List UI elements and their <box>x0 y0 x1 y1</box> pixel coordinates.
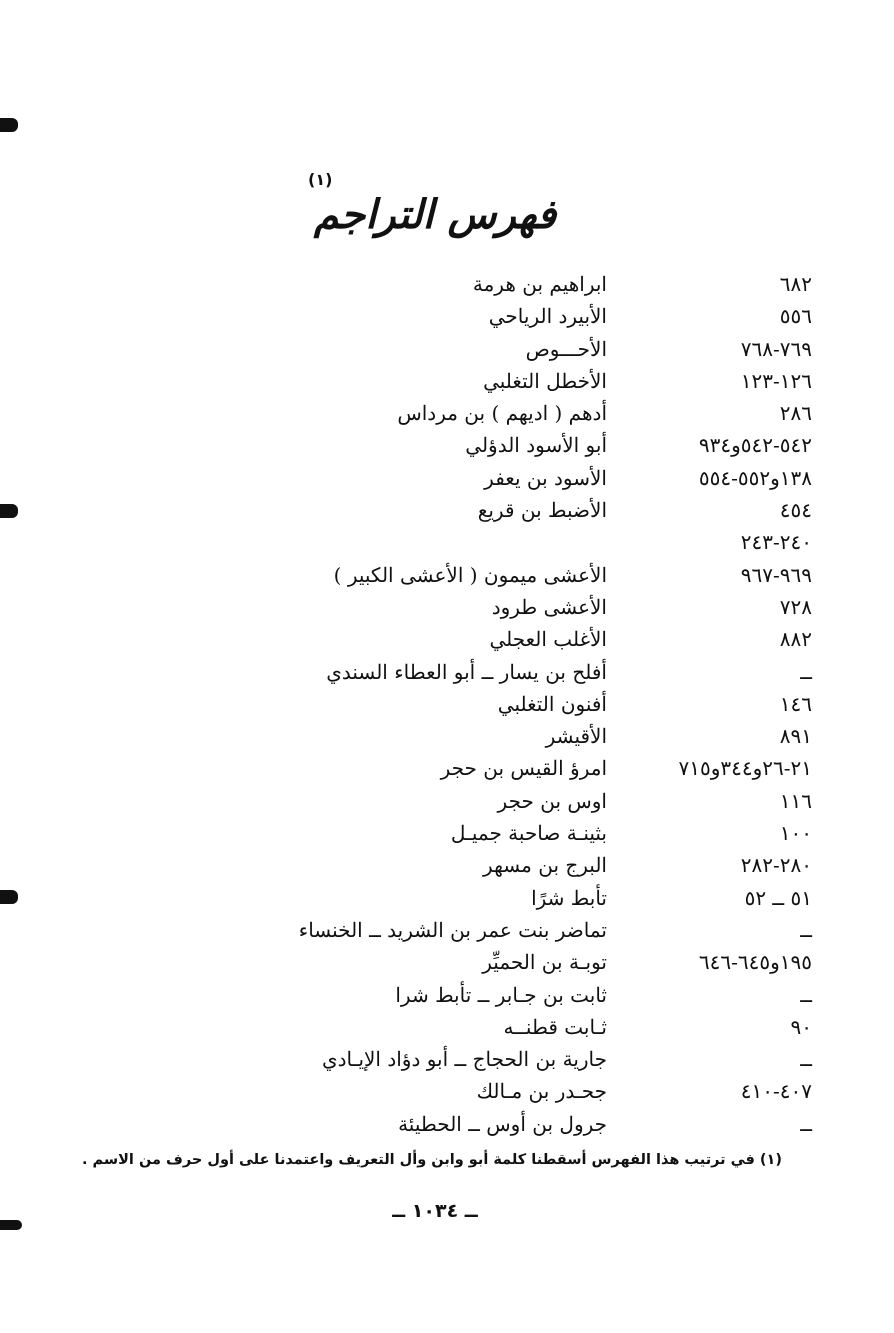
entry-pages: ٩٠ <box>790 1014 812 1039</box>
index-entry <box>240 946 812 978</box>
index-entry <box>240 623 812 655</box>
entry-pages: ٨٨٢ <box>779 627 812 652</box>
entry-name: امرؤ القيس بن حجر <box>440 756 607 781</box>
page-title: فهرس التراجم <box>313 192 557 238</box>
entry-pages: ــ <box>800 1111 812 1136</box>
entry-name: البرج بن مسهر <box>483 853 607 878</box>
index-entry <box>240 462 812 494</box>
index-entry <box>240 1075 812 1107</box>
entry-name: أفنون التغلبي <box>497 691 607 716</box>
index-entry <box>240 268 812 300</box>
entry-name: ثابت بن جـابر ــ تأبط شرا <box>395 982 607 1007</box>
entry-pages: ١١٦ <box>779 788 812 813</box>
footnote: (١) في ترتيب هذا الفهرس أسقطنا كلمة أبو وابن وأل التعريف واعتمدنا على أول حرف من الاسم . <box>81 1152 782 1168</box>
index-entry <box>240 688 812 720</box>
entry-pages: ٢٨٠-٢٨٢ <box>740 853 812 878</box>
entry-name: الأعشى طرود <box>491 594 607 619</box>
entry-name: جارية بن الحجاج ــ أبو دؤاد الإيـادي <box>321 1047 607 1072</box>
index-entry <box>240 882 812 914</box>
entry-name: اوس بن حجر <box>497 788 607 813</box>
index-entry <box>240 1043 812 1075</box>
page-number: ــ ١٠٣٤ ــ <box>392 1200 478 1222</box>
entry-name: الأقيشر <box>545 724 607 749</box>
entry-name: جحـدر بن مـالك <box>476 1079 607 1104</box>
index-entry <box>240 785 812 817</box>
entry-pages: ٧٦٩-٧٦٨ <box>740 336 812 361</box>
entry-pages: ١٣٨و٥٥٢-٥٥٤ <box>698 465 812 490</box>
index-entry <box>240 979 812 1011</box>
entry-pages: ــ <box>800 917 812 942</box>
entry-pages: ٢١-٢٦و٣٤٤و٧١٥ <box>678 756 812 781</box>
entry-name: الأضبط بن قريع <box>477 498 607 523</box>
entry-name: الأحـــوص <box>525 336 607 361</box>
index-entry <box>240 559 812 591</box>
entry-pages: ٤٠٧-٤١٠ <box>740 1079 812 1104</box>
entry-pages: ٥٥٦ <box>779 304 812 329</box>
index-entry <box>240 817 812 849</box>
index-entry <box>240 656 812 688</box>
index-entry <box>240 752 812 784</box>
index-entry <box>240 429 812 461</box>
index-entry <box>240 591 812 623</box>
entry-pages: ١٩٥و٦٤٥-٦٤٦ <box>698 950 812 975</box>
entry-pages: ــ <box>800 982 812 1007</box>
entry-name: جرول بن أوس ــ الحطيئة <box>398 1111 607 1136</box>
entry-pages: ٢٨٦ <box>779 401 812 426</box>
entry-pages: ١٢٦-١٢٣ <box>740 368 812 393</box>
index-entry <box>240 1108 812 1140</box>
entry-pages: ٤٥٤ <box>779 498 812 523</box>
entry-name: أدهم ( اديهم ) بن مرداس <box>397 401 607 426</box>
biography-index-list <box>240 268 812 1140</box>
scan-edge-mark <box>0 504 18 518</box>
entry-name: أفلح بن يسار ــ أبو العطاء السندي <box>326 659 607 684</box>
entry-name: الأخطل التغلبي <box>483 368 607 393</box>
entry-pages: ٩٦٩-٩٦٧ <box>740 562 812 587</box>
entry-name: تأبط شرًا <box>531 885 607 910</box>
scan-edge-mark <box>0 890 18 904</box>
scan-edge-mark <box>0 1220 22 1230</box>
entry-name: تماضر بنت عمر بن الشريد ــ الخنساء <box>298 917 607 942</box>
index-entry <box>240 494 812 526</box>
entry-name: توبـة بن الحميِّر <box>482 950 607 975</box>
entry-name: ثـابت قطنــه <box>503 1014 607 1039</box>
entry-pages: ٨٩١ <box>779 724 812 749</box>
entry-name: الأغلب العجلي <box>489 627 607 652</box>
scan-edge-mark <box>0 118 18 132</box>
index-entry <box>240 300 812 332</box>
entry-name: أبو الأسود الدؤلي <box>465 433 607 458</box>
index-entry <box>240 397 812 429</box>
index-entry <box>240 720 812 752</box>
entry-pages: ٢٤٠-٢٤٣ <box>740 530 812 555</box>
index-entry <box>240 365 812 397</box>
entry-pages: ٧٢٨ <box>779 594 812 619</box>
title-footnote-ref: (١) <box>308 170 333 189</box>
entry-name: الأعشى ميمون ( الأعشى الكبير ) <box>333 562 607 587</box>
entry-pages: ٦٨٢ <box>779 272 812 296</box>
entry-pages: ــ <box>800 1047 812 1072</box>
entry-name: الأسود بن يعفر <box>484 465 607 490</box>
index-entry <box>240 914 812 946</box>
entry-pages: ٥١ ــ ٥٢ <box>744 885 812 910</box>
entry-name: ابراهيم بن هرمة <box>472 272 607 296</box>
entry-name: بثينـة صاحبة جميـل <box>450 821 607 846</box>
entry-name: الأبيرد الرياحي <box>488 304 607 329</box>
entry-pages: ــ <box>800 659 812 684</box>
index-entry <box>240 333 812 365</box>
entry-pages: ١٤٦ <box>779 691 812 716</box>
entry-pages: ٥٤٢-٥٤٢و٩٣٤ <box>698 433 812 458</box>
index-entry <box>240 849 812 881</box>
index-entry <box>240 526 812 558</box>
index-entry <box>240 1011 812 1043</box>
entry-pages: ١٠٠ <box>779 821 812 846</box>
page-header <box>300 170 600 260</box>
